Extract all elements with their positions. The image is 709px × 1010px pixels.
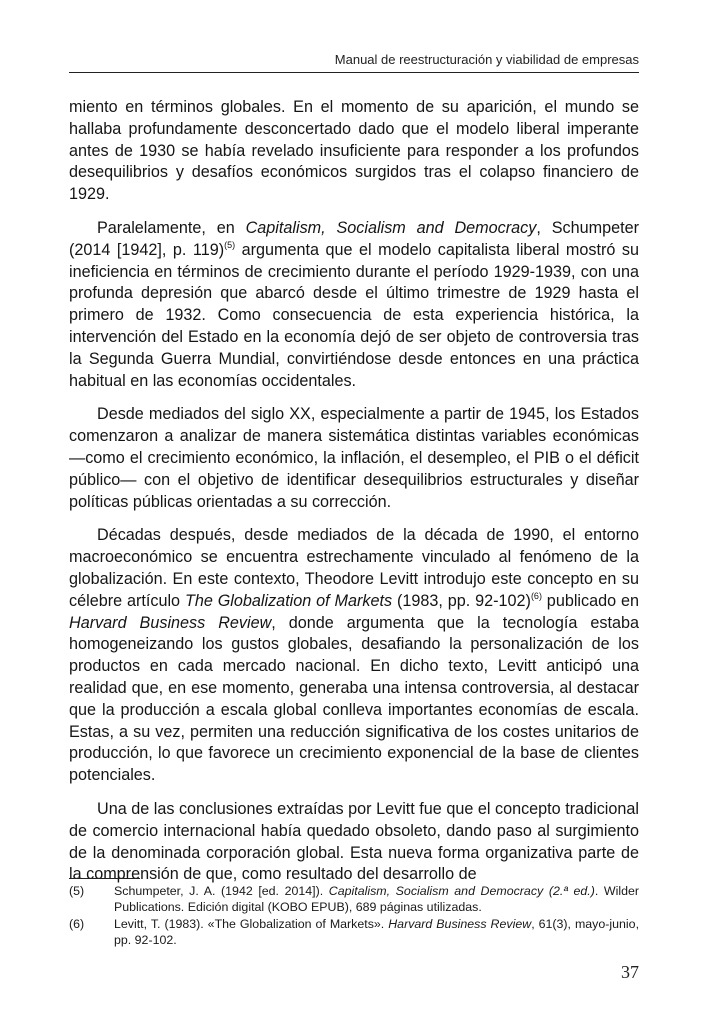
main-text (69, 97, 639, 898)
footnote-rule (69, 878, 140, 879)
footnotes (69, 883, 639, 949)
footnote-text (114, 916, 639, 948)
footnote-ref-6[interactable]: (6) (530, 590, 542, 601)
paragraph-5: Una de las conclusiones extraídas por Levitt fue que el concepto tradicional de comercio internacional había quedado obsoleto, dando paso al surgimiento de la denominada corporación global. Esta nueva forma organizativa parte de la comprensión de que, como resultado del desarrollo de (69, 799, 639, 884)
footnote-italic: Capitalism, Socialism and Democracy (2.ª ed.) (328, 884, 595, 898)
paragraph-2-text-c: argumenta que el modelo capitalista liberal mostró su ineficiencia en términos de crecimiento durante el período 1929-1939, con una profunda depresión que abarcó desde el último trimestre de 1929 hasta el primero de 1932. Como consecuencia de esta experiencia histórica, la intervención del Estado en la economía dejó de ser objeto de controversia tras la Segunda Guerra Mundial, convirtiéndose desde entonces en una práctica habitual en las economías occidentales. (69, 240, 639, 390)
paragraph-2 (69, 218, 639, 392)
header-rule (69, 72, 639, 73)
paragraph-4-text-a: Décadas después, desde mediados de la década de 1990, el entorno macroeconómico se encuentra estrechamente vinculado al fenómeno de la globalización. En este contexto, Theodore Levitt introdujo este concepto en su célebre artículo (69, 526, 639, 610)
footnote-5 (69, 883, 639, 915)
running-header: Manual de reestructuración y viabilidad de empresas (334, 52, 639, 67)
article-title: The Globalization of Markets (184, 591, 393, 610)
footnote-number: (6) (69, 917, 85, 931)
footnote-number: (5) (69, 884, 85, 898)
paragraph-1: miento en términos globales. En el momento de su aparición, el mundo se hallaba profundamente desconcertado dado que el modelo liberal imperante antes de 1930 se había revelado insuficiente para responder a los profundos desequilibrios y desafíos económicos surgidos tras el colapso financiero de 1929. (69, 98, 639, 204)
footnote-text-b: . Wilder Publications. Edición digital (KOBO EPUB), 689 páginas utilizadas. (114, 884, 639, 914)
paragraph-3: Desde mediados del siglo XX, especialmente a partir de 1945, los Estados comenzaron a analizar de manera sistemática distintas variables económicas —como el crecimiento económico, la inflación, el desempleo, el PIB o el déficit público— con el objetivo de identificar desequilibrios estructurales y diseñar políticas públicas orientadas a su corrección. (69, 405, 639, 511)
footnote-italic: Harvard Business Review (388, 917, 532, 931)
page-number: 37 (621, 962, 639, 982)
paragraph-4-text-c: publicado en (541, 591, 639, 610)
footnote-6 (69, 916, 639, 948)
book-title: Capitalism, Socialism and Democracy (245, 218, 537, 237)
journal-title: Harvard Business Review (69, 613, 272, 632)
paragraph-2-text-b: , Schumpeter (2014 [1942], p. 119) (69, 218, 639, 259)
footnote-ref-5[interactable]: (5) (224, 239, 236, 250)
footnote-text-b: , 61(3), mayo-junio, pp. 92-102. (114, 917, 640, 947)
paragraph-4-text-b: (1983, pp. 92-102) (392, 591, 531, 610)
paragraph-4 (69, 525, 639, 787)
footnote-text-a: Levitt, T. (1983). «The Globalization of Markets». (114, 917, 389, 931)
footnote-text-a: Schumpeter, J. A. (1942 [ed. 2014]). (114, 884, 329, 898)
footnote-text (114, 883, 639, 915)
paragraph-2-text-a: Paralelamente, en (97, 218, 246, 237)
paragraph-4-text-d: , donde argumenta que la tecnología estaba homogeneizando los gustos globales, desafiando la personalización de los productos en cada mercado nacional. En dicho texto, Levitt anticipó una realidad que, en ese momento, generaba una intensa controversia, al destacar que la producción a escala global conlleva importantes economías de escala. Estas, a su vez, permiten una reducción significativa de los costes unitarios de producción, lo que favorece un crecimiento exponencial de la base de clientes potenciales. (69, 613, 639, 785)
